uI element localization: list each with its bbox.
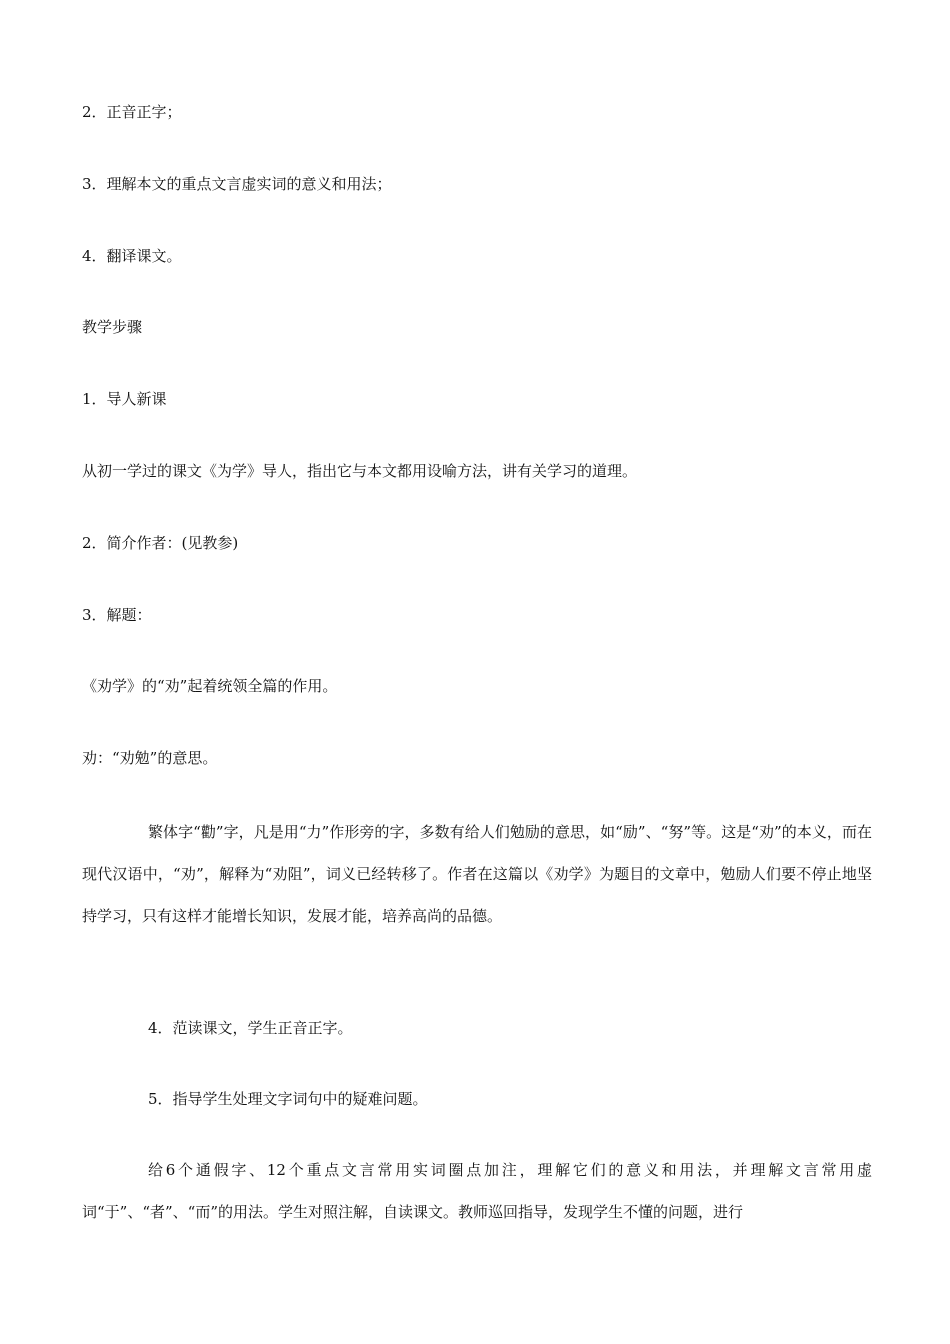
step-5-paragraph: 给6个通假字、12个重点文言常用实词圈点加注，理解它们的意义和用法，并理解文言常用虚词“于”、“者”、“而”的用法。学生对照注解，自读课文。教师巡回指导，发现学生不懂的问题，进行 — [82, 1161, 872, 1221]
step-5-title: 5．指导学生处理文字词句中的疑难问题。 — [148, 1090, 428, 1108]
step-1-title: 1．导人新课 — [82, 390, 167, 408]
objective-item-4: 4．翻译课文。 — [82, 247, 182, 265]
steps-heading: 教学步骤 — [82, 318, 143, 336]
step-3-title: 3．解题： — [82, 606, 152, 624]
objective-item-2: 2．正音正字； — [82, 103, 182, 121]
step-4-title: 4．范读课文，学生正音正字。 — [148, 1019, 353, 1037]
objective-item-3: 3．理解本文的重点文言虚实词的意义和用法； — [82, 175, 392, 193]
step-3-line-1: 《劝学》的“劝”起着统领全篇的作用。 — [82, 677, 338, 695]
step-2-title: 2．简介作者：(见教参) — [82, 534, 239, 552]
step-3-paragraph: 繁体字“勸”字，凡是用“力”作形旁的字，多数有给人们勉励的意思，如“励”、“努”等。这是“劝”的本义，而在现代汉语中，“劝”，解释为“劝阻”，词义已经转移了。作者在这篇以《劝学》为题目的文章中，勉励人们要不停止地坚持学习，只有这样才能增长知识，发展才能，培养高尚的品德。 — [82, 823, 872, 925]
step-1-text: 从初一学过的课文《为学》导人，指出它与本文都用设喻方法，讲有关学习的道理。 — [82, 462, 638, 480]
step-3-line-2: 劝：“劝勉”的意思。 — [82, 749, 218, 767]
